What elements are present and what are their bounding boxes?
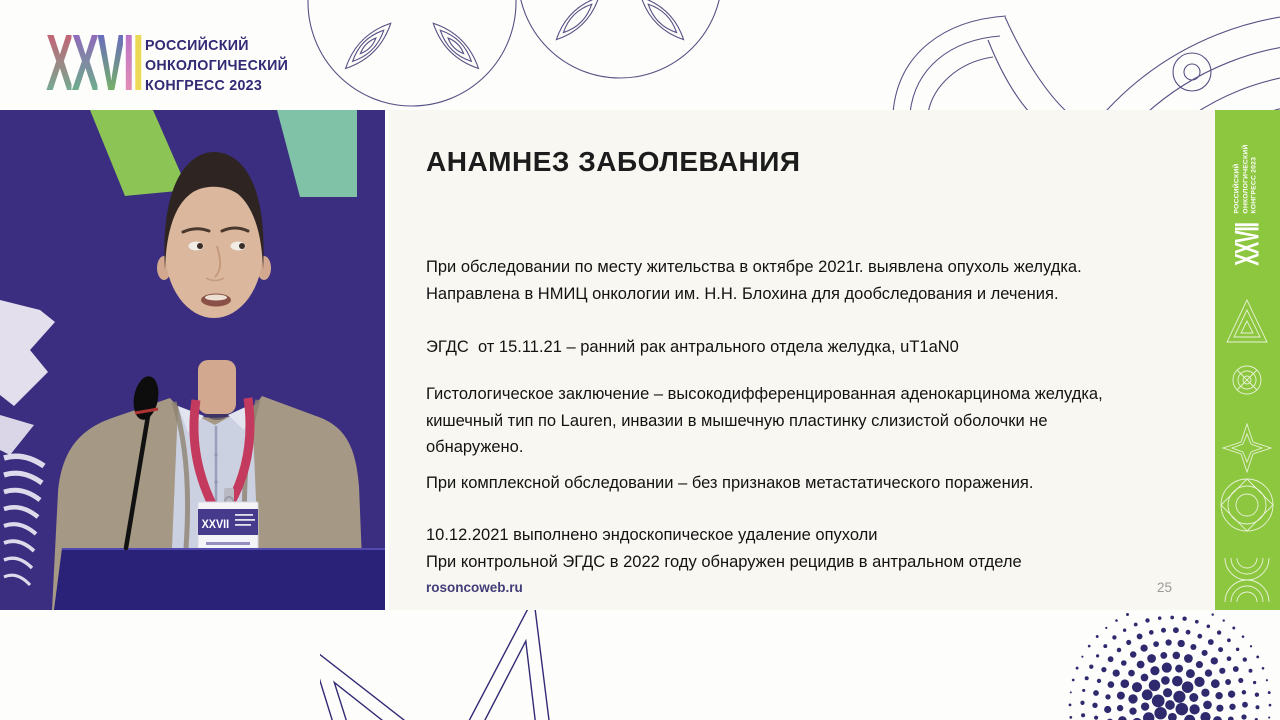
dots-pattern: [1030, 612, 1280, 720]
slide-paragraph-3: Гистологическое заключение – высокодифференцированная аденокарцинома желудка, кишечный тип по Lauren, инвазии в мышечную пластинку слизистой оболочки не обнаружено.: [426, 385, 1108, 456]
corner-leaf-pattern: [1025, 13, 1280, 115]
sidebar-logo-numeral: XXVII: [1228, 223, 1267, 266]
badge-numeral: XXVII: [201, 518, 230, 532]
mandala-circle-2: [518, 0, 722, 78]
backdrop-letter-teal: [277, 110, 357, 197]
logo-text: [145, 30, 288, 96]
slide-paragraph-1: При обследовании по месту жительства в октябре 2021г. выявлена опухоль желудка. Направлена в НМИЦ онкологии им. Н.Н. Блохина для дообследования и лечения.: [426, 258, 1087, 303]
logo-numeral: XXVII: [46, 18, 142, 107]
backdrop-letter-green: [90, 110, 188, 196]
slide-page-number: 25: [1157, 580, 1173, 595]
speaker-figure: [52, 152, 385, 610]
congress-logo: [46, 18, 295, 107]
speaker-neck: [198, 360, 236, 414]
speaker-video: [0, 110, 385, 610]
star-pattern: [320, 610, 820, 720]
slide-paragraph-2: ЭГДС от 15.11.21 – ранний рак антрального отдела желудка, uT1aN0: [426, 338, 959, 356]
logo-line-3: КОНГРЕСС 2023: [144, 77, 262, 94]
slide-paragraph-6: При контрольной ЭГДС в 2022 году обнаружен рецидив в антральном отделе: [426, 553, 1022, 571]
sidebar-ornaments: [1215, 110, 1280, 610]
slide-panel: [389, 110, 1215, 610]
logo-line-1: РОССИЙСКИЙ: [144, 37, 249, 54]
slide-footer-link: rosoncoweb.ru: [426, 580, 523, 595]
logo-line-2: ОНКОЛОГИЧЕСКИЙ: [144, 57, 288, 74]
sidebar-logo-text: РОССИЙСКИЙ ОНКОЛОГИЧЕСКИЙ КОНГРЕСС 2023: [1233, 144, 1258, 214]
wall-ornament: [0, 300, 55, 585]
speaker-scene: [0, 110, 385, 610]
slide-title: АНАМНЕЗ ЗАБОЛЕВАНИЯ: [426, 146, 801, 177]
sidebar-strip: [1215, 110, 1280, 610]
slide-paragraph-4: При комплексной обследовании – без признаков метастатического поражения.: [426, 474, 1034, 492]
podium: [54, 548, 385, 610]
fan-leaf-pattern: [893, 16, 1068, 113]
mandala-circle-1: [308, 0, 516, 106]
slide-paragraph-5: 10.12.2021 выполнено эндоскопическое удаление опухоли: [426, 526, 878, 544]
